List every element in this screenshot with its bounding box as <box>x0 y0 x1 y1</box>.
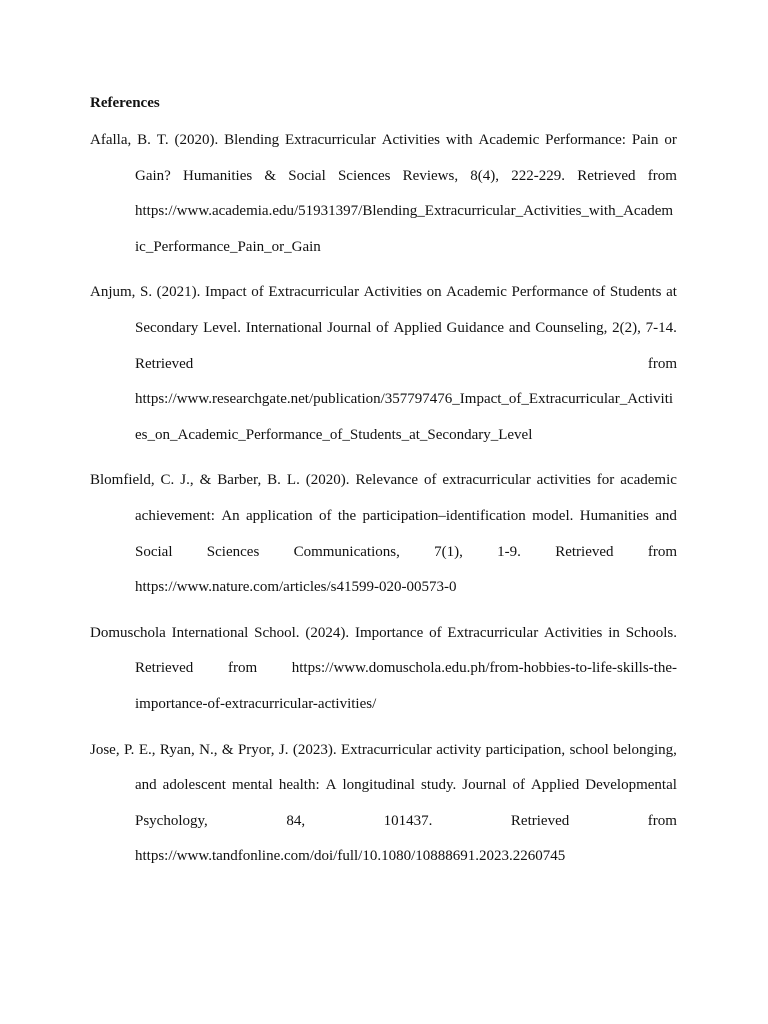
reference-word: J. <box>278 741 289 758</box>
reference-word: model. <box>532 508 574 524</box>
reference-word: at <box>666 284 677 301</box>
reference-word: E., <box>138 741 156 758</box>
reference-word: Afalla, <box>90 132 132 148</box>
reference-word: Sciences <box>337 167 391 184</box>
reference-line <box>90 623 677 643</box>
reference-word: Academic <box>446 284 507 301</box>
reference-word: Applied <box>393 320 442 336</box>
reference-word: of <box>423 472 437 489</box>
reference-word: Applied <box>530 777 580 794</box>
reference-word: from <box>647 543 677 560</box>
reference-word: Blomfield, <box>90 472 155 489</box>
reference-word: 8(4), <box>470 167 500 184</box>
reference-line <box>135 201 677 221</box>
reference-word: 7(1), <box>434 543 463 560</box>
reference-word: Domuschola <box>90 624 166 641</box>
reference-line <box>90 130 677 150</box>
reference-word: 222-229. <box>511 167 565 184</box>
reference-word: Activities <box>544 624 603 641</box>
reference-line <box>135 811 677 831</box>
reference-word: from <box>227 660 258 677</box>
reference-word: Extracurricular <box>341 741 432 758</box>
reference-word: B. <box>137 132 151 148</box>
reference-word: academic <box>620 472 677 489</box>
reference-word: N., <box>199 741 218 758</box>
reference-word: C. <box>160 472 175 489</box>
reference-word: 1-9. <box>497 543 521 560</box>
reference-word: Social <box>135 543 173 560</box>
reference-word: Retrieved <box>555 543 614 560</box>
reference-word: 7-14. <box>645 320 677 336</box>
reference-word: P. <box>124 741 135 758</box>
reference-word: and <box>135 777 157 794</box>
reference-word: (2021). <box>156 284 201 301</box>
reference-word: mental <box>231 777 273 794</box>
reference-word: 2(2), <box>612 320 641 336</box>
reference-word: Communications, <box>293 543 400 560</box>
reference-line <box>90 740 677 760</box>
reference-word: ic_Performance_Pain_or_Gain <box>135 238 321 255</box>
reference-word: L. <box>286 472 300 489</box>
reference-word: Reviews, <box>402 167 459 184</box>
reference-word: of <box>376 320 389 336</box>
reference-word: Humanities <box>579 508 649 524</box>
reference-word: A <box>325 777 337 794</box>
reference-word: or <box>664 132 677 148</box>
reference-word: for <box>596 472 615 489</box>
reference-word: activities <box>536 472 591 489</box>
reference-word: Academic <box>478 132 540 148</box>
reference-line <box>135 237 677 257</box>
reference-word: https://www.researchgate.net/publication/357797476_Impact_of_Extracurricular_Activiti <box>135 391 674 408</box>
reference-word: Psychology, <box>135 812 208 829</box>
reference-word: of <box>429 624 442 641</box>
reference-word: https://www.academia.edu/51931397/Blending_Extracurricular_Activities_with_Academ <box>135 203 674 220</box>
reference-word: Gain? <box>135 167 171 184</box>
reference-line <box>135 658 677 678</box>
references-heading: References <box>90 95 160 111</box>
reference-word: participation–identification <box>362 508 526 524</box>
reference-line <box>135 775 677 795</box>
reference-word: (2020). <box>305 472 350 489</box>
reference-word: school <box>569 741 609 758</box>
reference-line <box>135 166 677 186</box>
reference-word: Blending <box>224 132 280 148</box>
reference-line <box>135 694 677 714</box>
reference-word: (2023). <box>292 741 337 758</box>
reference-word: School. <box>254 624 300 641</box>
reference-line <box>135 577 677 597</box>
reference-word: (2024). <box>305 624 350 641</box>
reference-word: importance-of-extracurricular-activities/ <box>135 696 377 712</box>
reference-line <box>135 389 677 409</box>
reference-word: Impact <box>205 284 247 301</box>
reference-word: study. <box>420 777 457 794</box>
reference-line <box>135 506 677 526</box>
reference-word: in <box>608 624 620 641</box>
reference-word: belonging, <box>613 741 677 758</box>
reference-word: Ryan, <box>159 741 195 758</box>
reference-word: International <box>171 624 249 641</box>
reference-word: Secondary <box>135 320 199 336</box>
reference-word: https://www.domuschola.edu.ph/from-hobbies-to-life-skills-the- <box>291 660 677 677</box>
reference-word: T. <box>156 132 169 148</box>
reference-word: & <box>199 472 212 489</box>
reference-word: and <box>655 508 677 524</box>
reference-word: and <box>508 320 531 336</box>
reference-word: Performance <box>511 284 589 301</box>
reference-word: with <box>445 132 473 148</box>
reference-word: Relevance <box>355 472 418 489</box>
reference-word: Extracurricular <box>447 624 539 641</box>
reference-word: Anjum, <box>90 284 136 301</box>
reference-word: & <box>264 167 277 184</box>
reference-word: https://www.tandfonline.com/doi/full/10.1080/10888691.2023.2260745 <box>135 848 566 865</box>
reference-word: Pain <box>631 132 659 148</box>
reference-line <box>90 282 677 302</box>
reference-line <box>135 542 677 562</box>
reference-word: activity <box>436 741 482 758</box>
reference-line <box>135 846 677 866</box>
reference-word: extracurricular <box>442 472 531 489</box>
reference-word: Journal <box>462 777 507 794</box>
reference-word: Retrieved <box>135 660 194 677</box>
reference-word: Retrieved <box>510 812 570 829</box>
reference-word: https://www.nature.com/articles/s41599-020-00573-0 <box>135 579 457 596</box>
reference-word: from <box>647 355 677 372</box>
reference-word: Importance <box>354 624 424 641</box>
reference-word: B. <box>267 472 281 489</box>
reference-word: Sciences <box>206 543 260 560</box>
reference-word: Activities <box>381 132 441 148</box>
reference-word: S. <box>140 284 153 301</box>
reference-word: Retrieved <box>577 167 636 184</box>
reference-word: of <box>512 777 525 794</box>
reference-word: the <box>337 508 357 524</box>
reference-word: adolescent <box>162 777 226 794</box>
reference-word: J., <box>180 472 194 489</box>
reference-line <box>135 425 677 445</box>
reference-word: Level. <box>203 320 241 336</box>
reference-word: An <box>221 508 240 524</box>
reference-word: Jose, <box>90 741 120 758</box>
reference-word: Social <box>288 167 326 184</box>
reference-word: International <box>245 320 323 336</box>
reference-word: participation, <box>485 741 566 758</box>
reference-word: (2020). <box>174 132 219 148</box>
reference-word: Performance: <box>545 132 626 148</box>
reference-word: es_on_Academic_Performance_of_Students_at_Secondary_Level <box>135 426 533 443</box>
reference-word: achievement: <box>135 508 215 524</box>
reference-word: Humanities <box>183 167 253 184</box>
reference-word: of <box>251 284 264 301</box>
reference-word: Counseling, <box>535 320 608 336</box>
reference-word: from <box>647 812 677 829</box>
reference-word: from <box>647 167 677 184</box>
reference-word: Journal <box>327 320 372 336</box>
reference-word: health: <box>278 777 320 794</box>
reference-word: Extracurricular <box>268 284 360 301</box>
reference-line <box>90 470 677 490</box>
reference-word: Students <box>609 284 662 301</box>
reference-word: & <box>221 741 234 758</box>
reference-word: on <box>426 284 442 301</box>
reference-line <box>135 354 677 374</box>
reference-line <box>135 318 677 338</box>
reference-word: 101437. <box>383 812 433 829</box>
reference-word: 84, <box>286 812 306 829</box>
reference-word: Guidance <box>446 320 505 336</box>
reference-word: Schools. <box>625 624 677 641</box>
reference-word: Activities <box>363 284 422 301</box>
reference-word: Extracurricular <box>285 132 376 148</box>
reference-word: Developmental <box>585 777 677 794</box>
reference-word: Barber, <box>217 472 262 489</box>
reference-word: of <box>592 284 606 301</box>
reference-word: of <box>319 508 332 524</box>
reference-word: longitudinal <box>342 777 415 794</box>
reference-word: Retrieved <box>135 355 194 372</box>
reference-word: application <box>246 508 313 524</box>
reference-word: Pryor, <box>237 741 275 758</box>
